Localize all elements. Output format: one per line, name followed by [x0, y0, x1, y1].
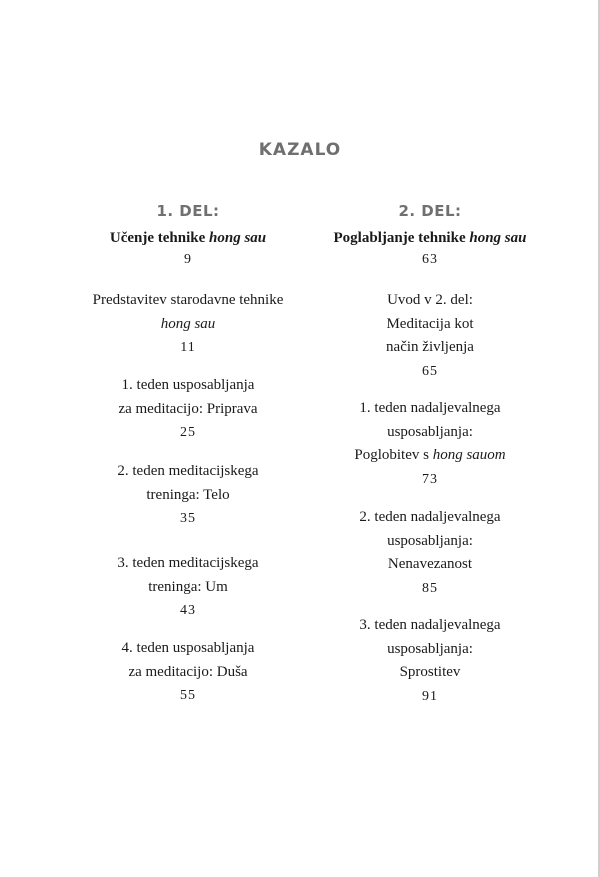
- toc-entry[interactable]: [280, 614, 580, 708]
- toc-entry-page: 65: [422, 363, 438, 379]
- toc-entry-line: Sprostitev: [399, 664, 461, 680]
- toc-entry[interactable]: [280, 506, 580, 600]
- toc-entry-line: za meditacijo: Duša: [128, 663, 248, 680]
- toc-entry-line: Poglobitev s: [354, 447, 433, 463]
- toc-entry-line-italic: hong sau: [160, 315, 216, 332]
- part-1-title-text: Učenje tehnike: [109, 230, 210, 246]
- toc-entry-line: treninga: Um: [148, 578, 228, 595]
- toc-entry-line: 3. teden nadaljevalnega: [359, 617, 501, 633]
- part-2-title[interactable]: [280, 228, 580, 248]
- toc-entry[interactable]: [280, 397, 580, 491]
- part-2-page-number: 63: [422, 252, 438, 267]
- toc-entry[interactable]: [280, 289, 580, 383]
- toc-entry-page: 35: [180, 511, 196, 526]
- toc-entry-line: Uvod v 2. del:: [387, 292, 473, 308]
- toc-entry-line: 2. teden meditacijskega: [117, 463, 259, 479]
- toc-entry-page: 85: [422, 580, 438, 596]
- toc-entry-line: 3. teden meditacijskega: [117, 555, 259, 571]
- page-title: KAZALO: [258, 140, 342, 160]
- toc-entry-line: usposabljanja:: [387, 423, 473, 440]
- part-2-title-text: Poglabljanje tehnike: [333, 230, 470, 246]
- toc-entry-page: 25: [180, 425, 196, 440]
- toc-entry-line: Meditacija kot: [386, 315, 474, 332]
- toc-entry-line: 4. teden usposabljanja: [121, 640, 255, 656]
- toc-entry-page: 73: [422, 471, 438, 487]
- toc-entry-page: 91: [422, 688, 438, 704]
- toc-entry-line: za meditacijo: Priprava: [118, 400, 258, 417]
- toc-entry-page: 55: [180, 688, 196, 703]
- part-2-title-italic: hong sau: [469, 230, 527, 246]
- part-1-page-number: 9: [184, 252, 192, 267]
- toc-entry-line-italic: hong sauom: [432, 447, 506, 463]
- toc-entry-page: 43: [180, 603, 196, 618]
- part-1-title-italic: hong sau: [209, 230, 267, 246]
- toc-entry-line: način življenja: [386, 339, 474, 355]
- toc-entry-line: 2. teden nadaljevalnega: [359, 509, 501, 525]
- part-2-label: 2. DEL:: [398, 202, 462, 220]
- toc-entry-line: Nenavezanost: [387, 556, 473, 572]
- toc-entry-page: 11: [180, 340, 196, 355]
- toc-entry-line: 1. teden nadaljevalnega: [359, 400, 501, 416]
- part-1-label: 1. DEL:: [156, 202, 220, 220]
- toc-entry-line: usposabljanja:: [387, 532, 473, 549]
- toc-entry-line: treninga: Telo: [146, 486, 230, 503]
- toc-entry-line: 1. teden usposabljanja: [121, 377, 255, 393]
- toc-entry-line: Predstavitev starodavne tehnike: [92, 292, 284, 308]
- toc-entry-line: usposabljanja:: [387, 640, 473, 657]
